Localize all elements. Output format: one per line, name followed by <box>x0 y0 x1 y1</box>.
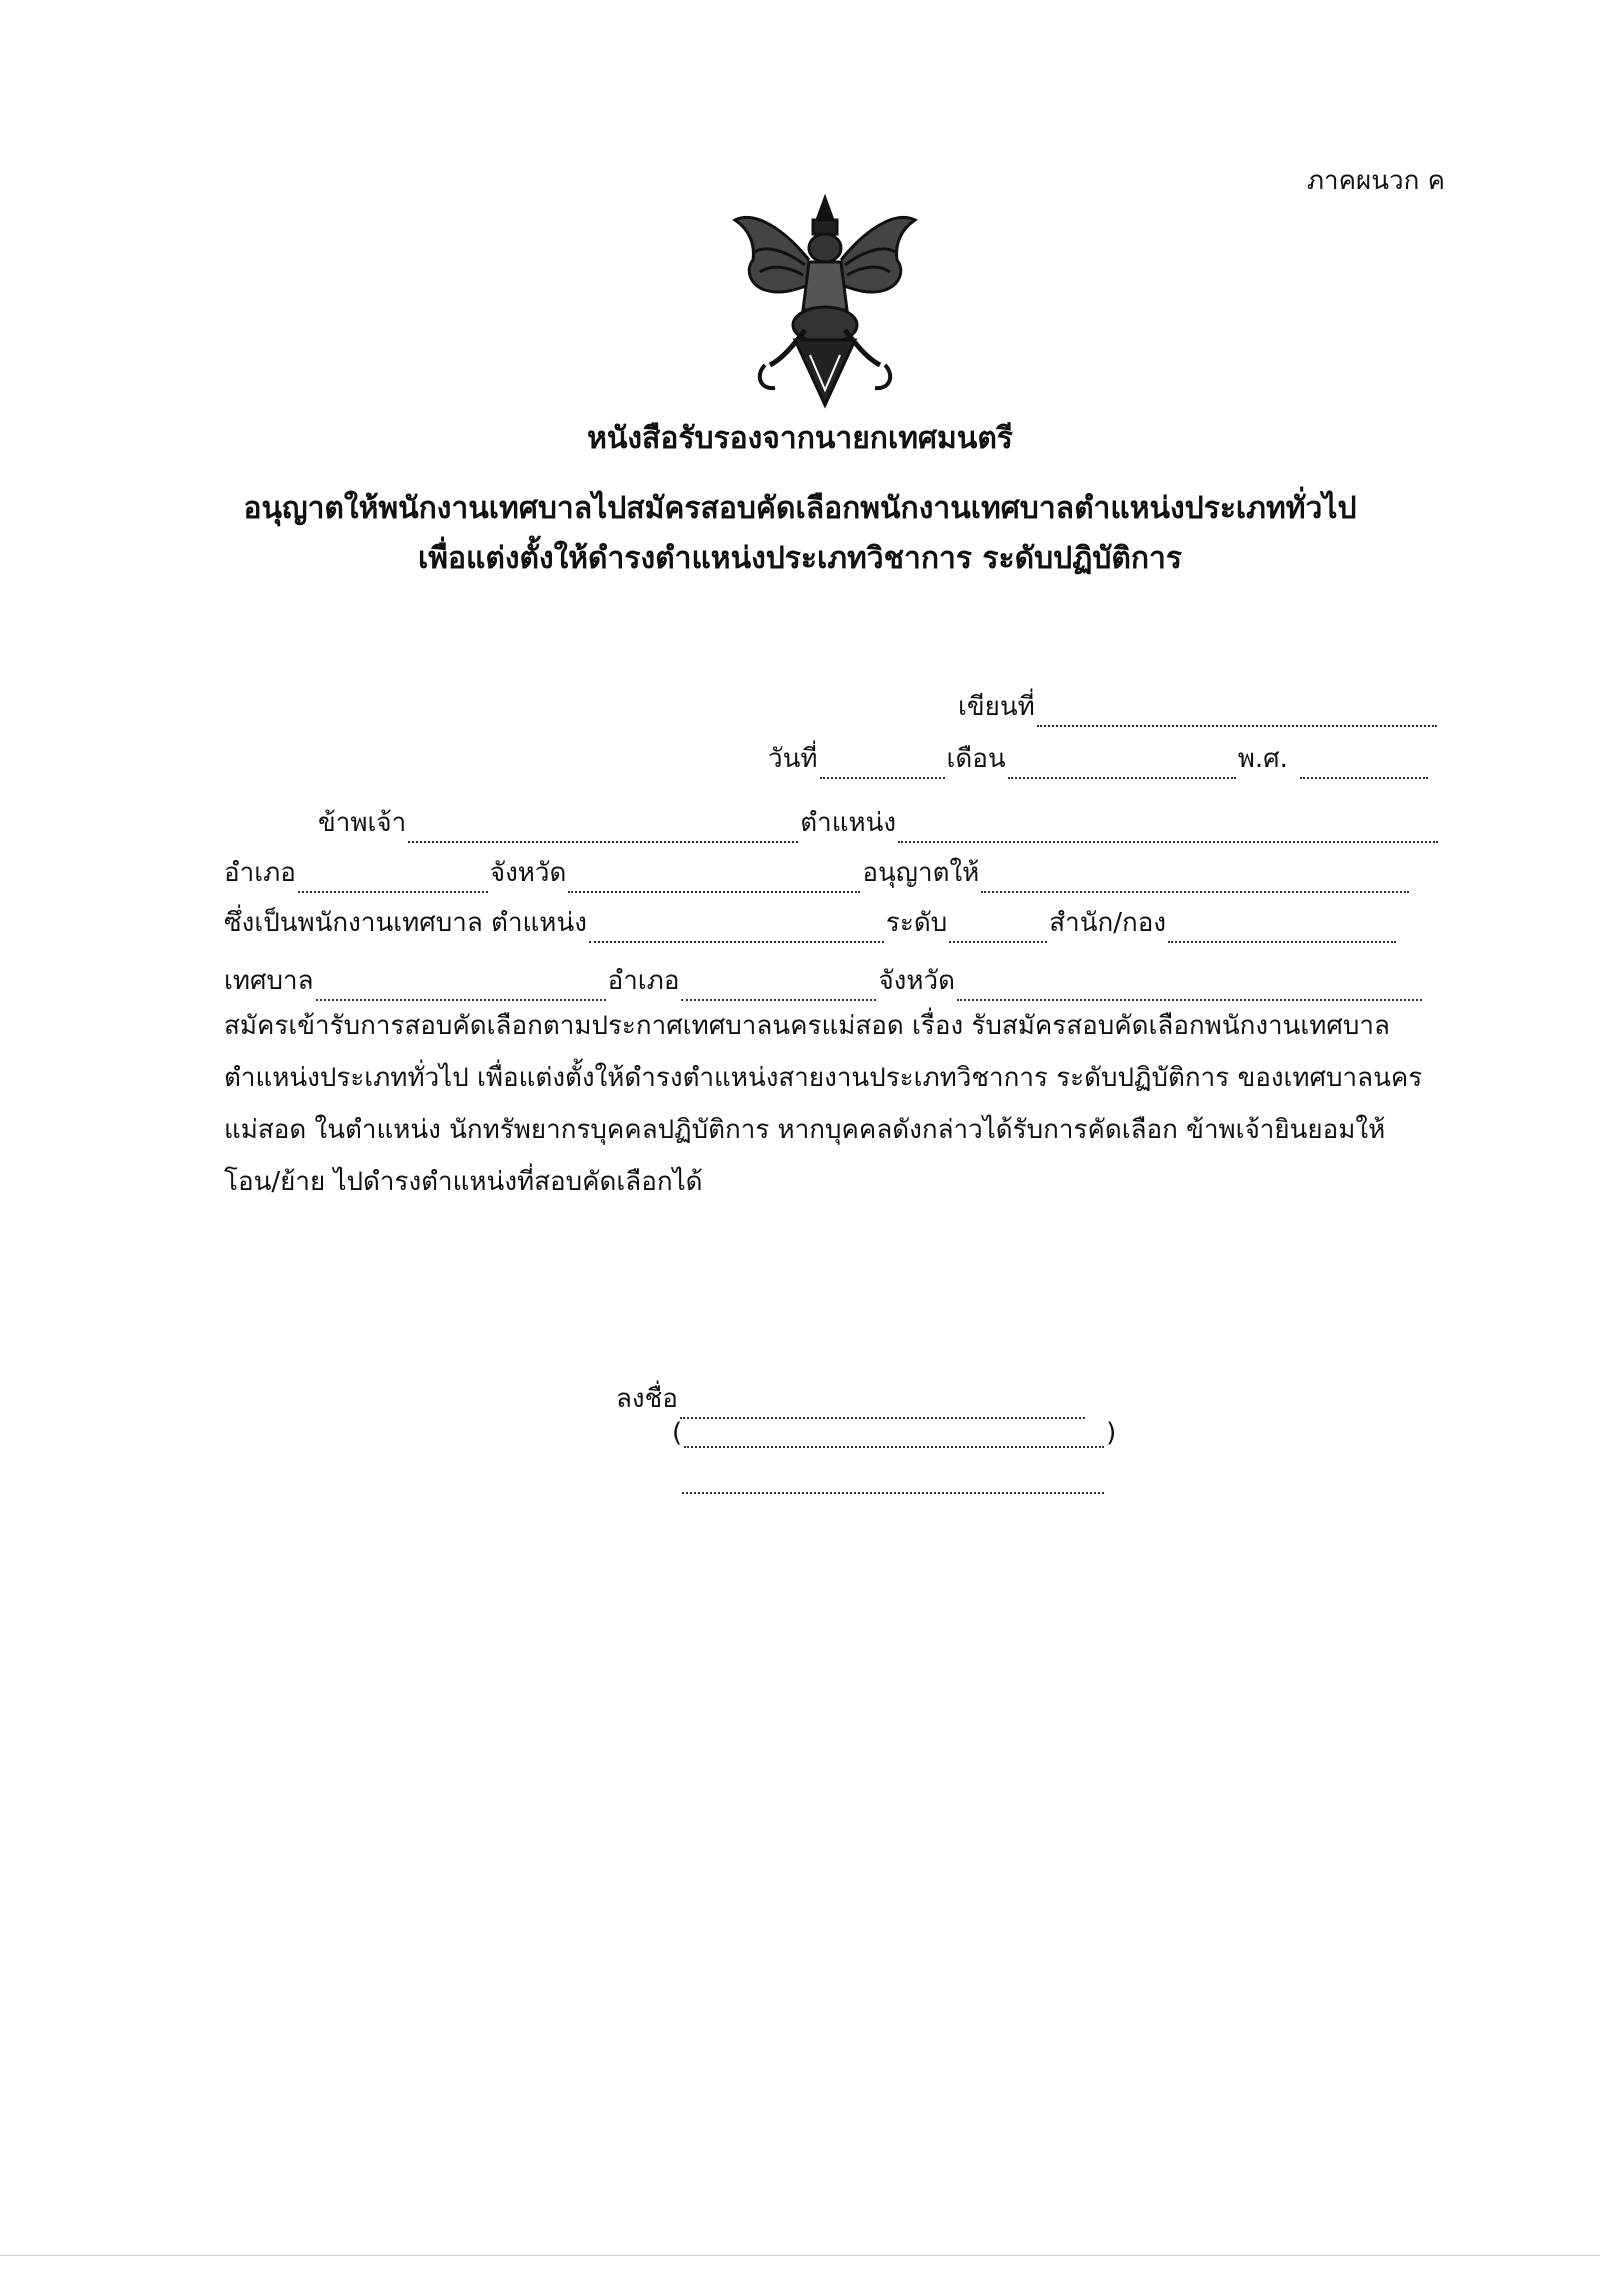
permit-label: อนุญาตให้ <box>862 858 980 888</box>
garuda-emblem-icon <box>725 190 925 420</box>
division-field[interactable] <box>1168 919 1396 943</box>
year-field[interactable] <box>1300 755 1428 779</box>
title-line-3: เพื่อแต่งตั้งให้ดำรงตำแหน่งประเภทวิชาการ ระดับปฏิบัติการ <box>417 541 1183 576</box>
position-field[interactable] <box>898 819 1438 843</box>
title-line-1: หนังสือรับรองจากนายกเทศมนตรี <box>587 421 1013 456</box>
year-label: พ.ศ. <box>1237 744 1288 774</box>
body-line-3: แม่สอด ในตำแหน่ง นักทรัพยากรบุคคลปฏิบัติการ หากบุคคลดังกล่าวได้รับการคัดเลือก ข้าพเจ้ายินยอมให้ <box>224 1115 1386 1145</box>
month-field[interactable] <box>1008 755 1236 779</box>
division-label: สำนัก/กอง <box>1049 908 1167 938</box>
body-paragraph <box>224 1000 1474 1208</box>
municipality-label: เทศบาล <box>224 966 314 996</box>
level-field[interactable] <box>949 919 1047 943</box>
date-label: วันที่ <box>768 744 818 774</box>
written-at-row <box>958 686 1439 727</box>
date-row <box>768 738 1430 779</box>
position-label: ตำแหน่ง <box>800 808 897 838</box>
permitted-person-field[interactable] <box>981 869 1409 893</box>
level-label: ระดับ <box>885 908 948 938</box>
employee-position-field[interactable] <box>589 919 884 943</box>
body-line-2: ตำแหน่งประเภททั่วไป เพื่อแต่งตั้งให้ดำรงตำแหน่งสายงานประเภทวิชาการ ระดับปฏิบัติการ ของเทศบาลนคร <box>224 1063 1423 1093</box>
location-row <box>224 852 1411 893</box>
i-label: ข้าพเจ้า <box>318 808 407 838</box>
name-field[interactable] <box>408 819 798 843</box>
municipality-row <box>224 960 1424 1001</box>
close-paren: ) <box>1106 1418 1117 1448</box>
province-label-2: จังหวัด <box>878 966 955 996</box>
district-label: อำเภอ <box>224 858 296 888</box>
province-label: จังหวัด <box>489 858 567 888</box>
district-field[interactable] <box>298 869 488 893</box>
applicant-row <box>318 802 1440 843</box>
written-at-label: เขียนที่ <box>958 692 1035 722</box>
district-field-2[interactable] <box>681 977 876 1001</box>
province-field[interactable] <box>568 869 860 893</box>
employee-row <box>224 902 1398 943</box>
sign-label: ลงชื่อ <box>616 1384 678 1414</box>
signature-row <box>616 1378 1087 1419</box>
page-bottom-divider <box>0 2255 1600 2256</box>
date-field[interactable] <box>820 755 945 779</box>
title-line-2: อนุญาตให้พนักงานเทศบาลไปสมัครสอบคัดเลือกพนักงานเทศบาลตำแหน่งประเภททั่วไป <box>243 491 1357 526</box>
signature-field[interactable] <box>680 1395 1085 1419</box>
appendix-label: ภาคผนวก ค <box>1306 166 1445 196</box>
body-line-1: สมัครเข้ารับการสอบคัดเลือกตามประกาศเทศบาลนครแม่สอด เรื่อง รับสมัครสอบคัดเลือกพนักงานเทศบาล <box>224 1011 1390 1041</box>
employee-position-label: ซึ่งเป็นพนักงานเทศบาล ตำแหน่ง <box>224 908 587 938</box>
body-line-4: โอน/ย้าย ไปดำรงตำแหน่งที่สอบคัดเลือกได้ <box>224 1167 703 1197</box>
printed-name-row <box>672 1418 1116 1448</box>
written-at-field[interactable] <box>1037 703 1437 727</box>
province-field-2[interactable] <box>957 977 1422 1001</box>
open-paren: ( <box>672 1418 683 1448</box>
title-position-row <box>680 1470 1106 1494</box>
printed-name-field[interactable] <box>684 1424 1104 1448</box>
municipality-field[interactable] <box>316 977 606 1001</box>
month-label: เดือน <box>946 744 1006 774</box>
signer-position-field[interactable] <box>682 1470 1104 1494</box>
district-label-2: อำเภอ <box>607 966 680 996</box>
